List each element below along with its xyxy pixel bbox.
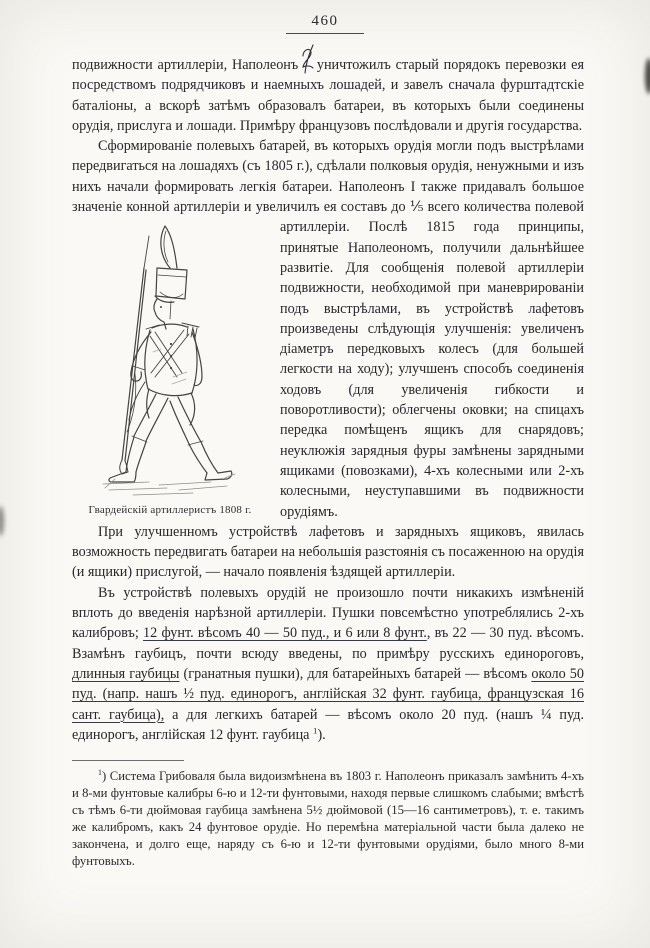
paragraph-4-text-5: ). — [317, 726, 326, 743]
ink-underline-calibres: 12 фунт. вѣсомъ 40 — 50 пуд., и 6 или 8 фунт. — [143, 625, 427, 642]
paragraph-2-text-a: Сформированіе полевыхъ батарей, въ которыхъ орудія могли подъ выстрѣлами передвигаться на лошадяхъ (съ 1805 г.), сдѣлали полковыя орудія, ненужными и изъ нихъ начали формировать легкія батареи. Наполеонъ I также придавалъ большое значеніе конной артиллеріи и увеличилъ ея составъ до ⅕ всего количества полевой артиллеріи. Послѣ — [72, 138, 584, 236]
footnote-ref: 1 — [313, 725, 318, 736]
page-number-rule — [286, 33, 364, 34]
plume — [161, 226, 177, 268]
paragraph-4-text-1: Въ устройствѣ полевыхъ орудій не произошло почти никакихъ измѣненій вплоть до введенія нарѣзной артиллеріи. Пушки повсемѣстно употреблялись 2-хъ калибровъ; — [72, 584, 584, 642]
guardsman-illustration — [75, 222, 265, 500]
paragraph-2-text-b: 1815 года принципы, принятые Наполеономъ, получили дальнѣйшее развитіе. Для сообщенія полевой артиллеріи подвижности, необходимой при маневрированіи подъ выстрѣлами, въ устройствѣ лафетовъ произведены слѣдующія улучшенія: увеличенъ діаметръ передковыхъ колесъ (для большей легкости на ходу); улучшенъ способъ соединенія ходовъ (для увеличенія гибкости и поворотливости); облегчены оковки; на спицахъ передка помѣщенъ ящикъ для снарядовъ; неуклюжія зарядныя фуры замѣнены зарядными ящиками (повозками), 4-хъ колесными или 2-хъ колесными, неуступавшими въ подвижности орудіямъ. — [280, 219, 584, 520]
scan-smudge-right — [645, 58, 650, 94]
scan-smudge-left — [0, 506, 4, 536]
paragraph-4-text-3: (гранатныя пушки), для батарейныхъ батарей — вѣсомъ — [179, 665, 532, 682]
footnote-separator — [72, 760, 184, 761]
paragraph-1 — [72, 55, 584, 136]
page-number: 460 — [311, 13, 339, 29]
ink-underline-howitzers: длинныя гаубицы — [72, 665, 180, 682]
text-block — [72, 55, 584, 745]
ink-underline-examples: около 50 пуд. (напр. нашъ ½ пуд. единорогъ, англійская 32 фунт. гаубица, французская 16 сант. гаубица), — [72, 665, 584, 723]
arms — [129, 332, 202, 420]
shako — [155, 268, 187, 302]
paragraph-2 — [72, 136, 584, 522]
footnote-text: ) Система Грибоваля была видоизмѣнена въ 1803 г. Наполеонъ приказалъ замѣнить 4-хъ и 8-ми фунтовые калибры 6-ю и 12-ти фунтовыми, находя первые слишкомъ слабыми; вмѣстѣ съ тѣмъ 6-ти дюймовая гаубица замѣнена 5½ дюймовой (15—16 сантиметровъ), т. е. такимъ же калибромъ, какъ 24 фунтовое орудіе. Но перемѣна матеріальной части была далеко не закончена, и долго еще, наряду съ 6-ю и 12-ти фунтовыми орудіями, было много 8-ми фунтовыхъ. — [72, 769, 584, 868]
torso — [145, 323, 199, 425]
paragraph-4-text-4: а для легкихъ батарей — вѣсомъ около 20 пуд. (нашъ ¼ пуд. единорогъ, англійская 12 фунт. гаубица — [72, 706, 584, 743]
page-header — [0, 0, 650, 34]
paragraph-4 — [72, 583, 584, 745]
paragraph-1-text-a: подвижности артиллеріи, Наполеонъ — [72, 57, 299, 73]
paragraph-1-text-b: уничтожилъ старый порядокъ перевозки ея посредствомъ подрядчиковъ и наемныхъ лошадей, и завелъ сначала фурштадтскіе баталіоны, а вскорѣ затѣмъ образовалъ батареи, въ которыхъ были соединены орудія, прислуга и лошади. Примѣру французовъ послѣдовали и другія государства. — [72, 57, 585, 134]
footnote — [72, 768, 584, 869]
paragraph-4-text-2: , въ 22 — 30 пуд. вѣсомъ. Взамѣнъ гаубицъ, почти всюду введены, по примѣру русскихъ единороговъ, — [72, 625, 584, 662]
ground — [103, 474, 235, 495]
handwritten-ink-mark — [303, 58, 312, 71]
footnote-marker: 1 — [98, 767, 102, 777]
figure-container — [75, 222, 265, 517]
figure-caption: Гвардейскій артиллеристъ 1808 г. — [88, 504, 252, 517]
paragraph-3 — [72, 522, 584, 583]
paragraph-3-text: При улучшенномъ устройствѣ лафетовъ и зарядныхъ ящиковъ, явилась возможность передвигать батареи на небольшія разстоянія съ посаженною на орудія (и ящики) прислугой, — начало появленія ѣздящей артиллеріи. — [72, 523, 584, 581]
